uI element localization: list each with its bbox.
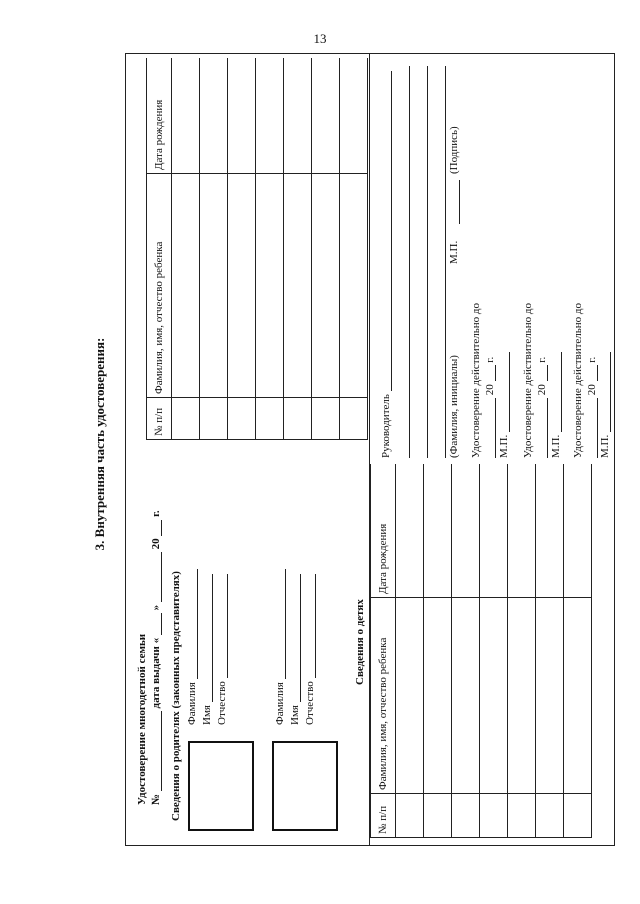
signature-line[interactable] bbox=[459, 180, 460, 224]
validity-3-year-suffix: г. bbox=[586, 356, 598, 363]
head-line-1[interactable] bbox=[391, 71, 392, 391]
validity-3-year-field[interactable] bbox=[597, 366, 598, 382]
parent2-name-row bbox=[289, 574, 301, 725]
validity-1-date-field[interactable] bbox=[495, 398, 496, 458]
validity-1-year-prefix: 20 bbox=[484, 384, 496, 396]
validity-2-year-suffix: г. bbox=[536, 356, 548, 363]
table-row bbox=[312, 58, 340, 440]
parent2-patronymic-label: Отчество bbox=[304, 681, 316, 725]
validity-2-date-field[interactable] bbox=[547, 398, 548, 458]
issue-month-field[interactable] bbox=[161, 552, 162, 602]
parent1-patronymic-field[interactable] bbox=[227, 575, 228, 679]
table-row bbox=[452, 464, 480, 838]
validity-3-date-field[interactable] bbox=[597, 398, 598, 458]
parent1-patronymic-label: Отчество bbox=[216, 681, 228, 725]
number-label: № bbox=[150, 793, 162, 805]
table-row bbox=[200, 58, 228, 440]
left-col-number: № п/п bbox=[371, 794, 396, 838]
table-row bbox=[424, 464, 452, 838]
parent1-name-row bbox=[201, 574, 213, 725]
validity-3-year-row bbox=[586, 357, 598, 458]
page-number: 13 bbox=[313, 31, 327, 46]
validity-2-text: Удостоверение действительно до bbox=[522, 302, 534, 458]
parent1-name-label: Имя bbox=[201, 705, 213, 725]
issue-year-prefix: 20 bbox=[150, 538, 162, 550]
validity-2-signature[interactable] bbox=[561, 352, 562, 432]
parent1-name-field[interactable] bbox=[212, 574, 213, 702]
validity-2-stamp: М.П. bbox=[550, 434, 562, 458]
signature-label: (Подпись) bbox=[448, 126, 460, 174]
photo-frame-parent-1 bbox=[188, 741, 254, 831]
validity-1-signature[interactable] bbox=[509, 352, 510, 432]
validity-2-stamp-row bbox=[550, 352, 562, 458]
issue-day-field[interactable] bbox=[161, 613, 162, 635]
photo-frame-parent-2 bbox=[272, 741, 338, 831]
head-row bbox=[380, 71, 392, 458]
table-row bbox=[536, 464, 564, 838]
initials-row bbox=[448, 355, 460, 458]
table-row bbox=[228, 58, 256, 440]
issue-label: дата выдачи « bbox=[150, 637, 162, 709]
parent1-surname-label: Фамилия bbox=[186, 682, 198, 725]
head-label: Руководитель bbox=[380, 394, 392, 458]
table-row bbox=[480, 464, 508, 838]
parent1-surname-field[interactable] bbox=[197, 569, 198, 679]
parent2-surname-label: Фамилия bbox=[274, 682, 286, 725]
number-field[interactable] bbox=[161, 711, 162, 791]
issue-line bbox=[150, 510, 162, 805]
parent2-patronymic-field[interactable] bbox=[315, 575, 316, 679]
validity-2-year-row bbox=[536, 357, 548, 458]
validity-1-text: Удостоверение действительно до bbox=[470, 302, 482, 458]
right-col-birthdate: Дата рождения bbox=[147, 58, 172, 174]
issue-year-field[interactable] bbox=[161, 520, 162, 536]
right-panel-signatures bbox=[370, 54, 614, 464]
table-row bbox=[256, 58, 284, 440]
table-row bbox=[396, 464, 424, 838]
validity-1-stamp-row bbox=[498, 352, 510, 458]
parent2-name-label: Имя bbox=[289, 705, 301, 725]
initials-label: (Фамилия, инициалы) bbox=[448, 355, 460, 458]
validity-3-text: Удостоверение действительно до bbox=[572, 302, 584, 458]
parent1-patronymic-row bbox=[216, 575, 228, 726]
validity-2-year-prefix: 20 bbox=[536, 384, 548, 396]
parent2-surname-row bbox=[274, 569, 286, 725]
validity-1-year-row bbox=[484, 357, 496, 458]
right-col-fio: Фамилия, имя, отчество ребенка bbox=[147, 174, 172, 398]
validity-2-year-field[interactable] bbox=[547, 366, 548, 382]
head-line-2[interactable] bbox=[409, 66, 410, 458]
right-children-table-wrap bbox=[146, 58, 370, 440]
validity-3-year-prefix: 20 bbox=[586, 384, 598, 396]
validity-3-stamp-row bbox=[599, 352, 611, 458]
parent1-surname-row bbox=[186, 569, 198, 725]
table-row bbox=[284, 58, 312, 440]
head-line-4[interactable] bbox=[445, 66, 446, 458]
table-row bbox=[508, 464, 536, 838]
section-title: 3. Внутренняя часть удостоверения: bbox=[92, 337, 107, 551]
validity-1-stamp: М.П. bbox=[498, 434, 510, 458]
parent2-surname-field[interactable] bbox=[285, 569, 286, 679]
right-children-table bbox=[146, 58, 368, 440]
parents-heading: Сведения о родителях (законных представителях) bbox=[170, 571, 182, 821]
right-col-number: № п/п bbox=[147, 398, 172, 440]
left-children-table bbox=[370, 464, 592, 838]
children-heading: Сведения о детях bbox=[354, 599, 366, 685]
parent2-name-field[interactable] bbox=[300, 574, 301, 702]
head-line-3[interactable] bbox=[427, 66, 428, 458]
parent2-patronymic-row bbox=[304, 575, 316, 726]
validity-1-year-suffix: г. bbox=[484, 356, 496, 363]
validity-3-signature[interactable] bbox=[610, 352, 611, 432]
issue-quote: » bbox=[150, 604, 162, 611]
left-col-birthdate: Дата рождения bbox=[371, 464, 396, 598]
left-col-fio: Фамилия, имя, отчество ребенка bbox=[371, 598, 396, 794]
issue-year-suffix: г. bbox=[150, 510, 162, 517]
table-row bbox=[564, 464, 592, 838]
cert-title: Удостоверение многодетной семьи bbox=[136, 633, 148, 805]
table-row bbox=[172, 58, 200, 440]
validity-1-year-field[interactable] bbox=[495, 366, 496, 382]
left-children-table-wrap bbox=[370, 464, 612, 838]
table-row bbox=[340, 58, 368, 440]
validity-3-stamp: М.П. bbox=[599, 434, 611, 458]
stamp-label: М.П. bbox=[448, 240, 460, 264]
